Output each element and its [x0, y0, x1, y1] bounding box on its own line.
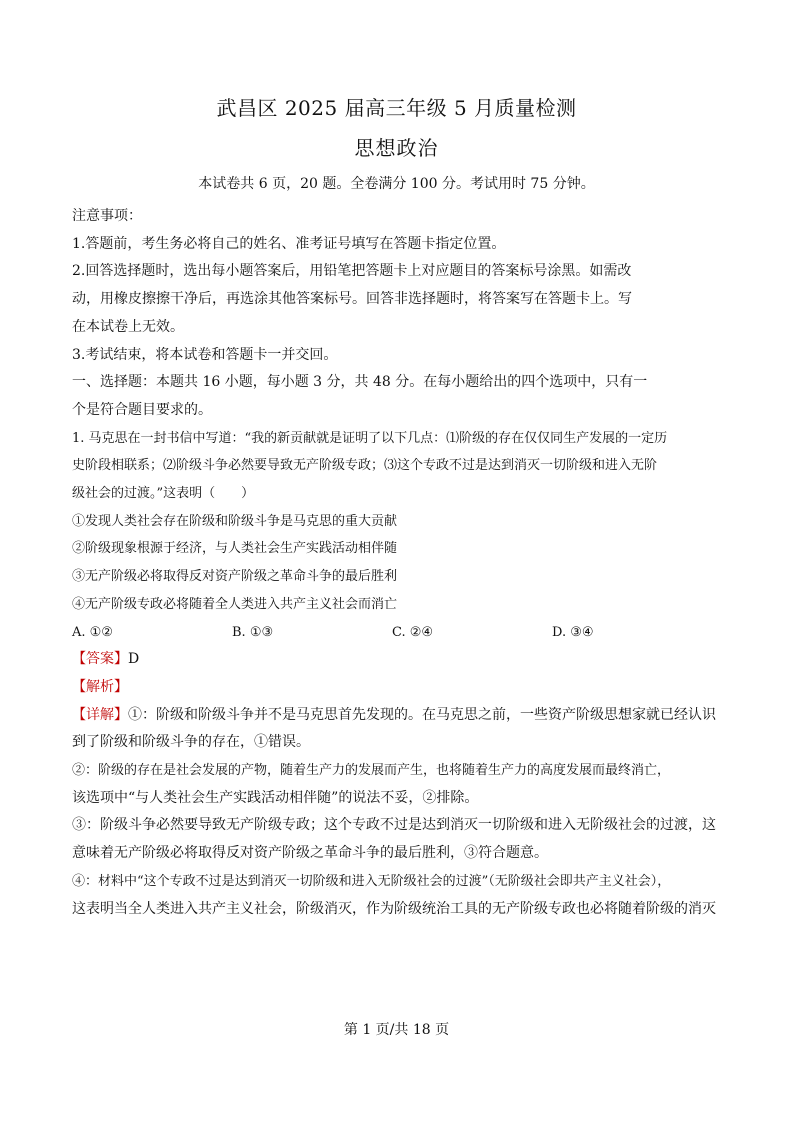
detail-3-line-1: ③：阶级斗争必然要导致无产阶级专政；这个专政不过是达到消灭一切阶级和进入无阶级社会的过渡，这 [72, 817, 716, 834]
detail-1-text: ①：阶级和阶级斗争并不是马克思首先发现的。在马克思之前，一些资产阶级思想家就已经认识 [128, 706, 716, 723]
detail-1-line-2: 到了阶级和阶级斗争的存在，①错误。 [72, 734, 310, 751]
analysis-label: 【解析】 [72, 678, 128, 695]
detail-4-line-2: 这表明当全人类进入共产主义社会，阶级消灭，作为阶级统治工具的无产阶级专政也必将随着阶级的消灭 [72, 900, 716, 917]
answer-options [72, 619, 722, 647]
detail-2-line-1: ②：阶级的存在是社会发展的产物，随着生产力的发展而产生，也将随着生产力的高度发展而最终消亡， [72, 763, 671, 779]
statement-1: ①发现人类社会存在阶级和阶级斗争是马克思的重大贡献 [72, 513, 398, 529]
statement-2: ②阶级现象根源于经济，与人类社会生产实践活动相伴随 [72, 541, 398, 557]
detail-3-line-2: 意味着无产阶级必将取得反对资产阶级之革命斗争的最后胜利，③符合题意。 [72, 845, 548, 862]
exam-intro: 本试卷共 6 页，20 题。全卷满分 100 分。考试用时 75 分钟。 [198, 176, 595, 192]
answer-value: D [128, 651, 140, 668]
answer-line [72, 646, 722, 674]
option-a: A. ①② [72, 624, 113, 640]
question-stem-line-1: 1. 马克思在一封书信中写道：“我的新贡献就是证明了以下几点：⑴阶级的存在仅仅同生产发展的一定历 [72, 430, 668, 446]
option-b: B. ①③ [232, 624, 274, 640]
statement-4: ④无产阶级专政必将随着全人类进入共产主义社会而消亡 [72, 596, 398, 612]
detail-1-line-1 [72, 702, 722, 730]
page-footer: 第 1 页/共 18 页 [343, 1022, 450, 1038]
exam-subject: 思想政治 [354, 136, 439, 160]
notice-item-3: 3.考试结束，将本试卷和答题卡一并交回。 [72, 346, 338, 363]
statement-3: ③无产阶级必将取得反对资产阶级之革命斗争的最后胜利 [72, 569, 398, 585]
section-heading-line-1: 一、选择题：本题共 16 小题，每小题 3 分，共 48 分。在每小题给出的四个选项中，只有一 [72, 374, 648, 391]
option-d: D. ③④ [552, 624, 594, 640]
notice-heading: 注意事项： [72, 208, 142, 224]
exam-body [72, 203, 722, 923]
detail-4-line-1: ④：材料中“这个专政不过是达到消灭一切阶级和进入无阶级社会的过渡”（无阶级社会即共产主义社会）， [72, 873, 671, 889]
answer-label: 【答案】 [72, 651, 128, 668]
notice-item-2-line-3: 在本试卷上无效。 [72, 318, 184, 335]
option-c: C. ②④ [392, 624, 434, 640]
question-stem-line-2: 史阶段相联系；⑵阶级斗争必然要导致无产阶级专政；⑶这个专政不过是达到消灭一切阶级和进入无阶 [72, 458, 658, 474]
detail-label: 【详解】 [72, 706, 128, 723]
notice-item-2-line-2: 动，用橡皮擦擦干净后，再选涂其他答案标号。回答非选择题时，将答案写在答题卡上。写 [72, 291, 632, 308]
section-heading-line-2: 个是符合题目要求的。 [72, 401, 212, 418]
detail-2-line-2: 该选项中“与人类社会生产实践活动相伴随”的说法不妥，②排除。 [72, 789, 479, 806]
exam-title: 武昌区 2025 届高三年级 5 月质量检测 [216, 96, 577, 120]
notice-item-1: 1.答题前，考生务必将自己的姓名、准考证号填写在答题卡指定位置。 [72, 235, 506, 252]
question-stem-line-3: 级社会的过渡。”这表明（ ） [72, 486, 255, 502]
analysis-line [72, 674, 722, 702]
notice-item-2-line-1: 2.回答选择题时，选出每小题答案后，用铅笔把答题卡上对应题目的答案标号涂黑。如需改 [72, 263, 632, 280]
